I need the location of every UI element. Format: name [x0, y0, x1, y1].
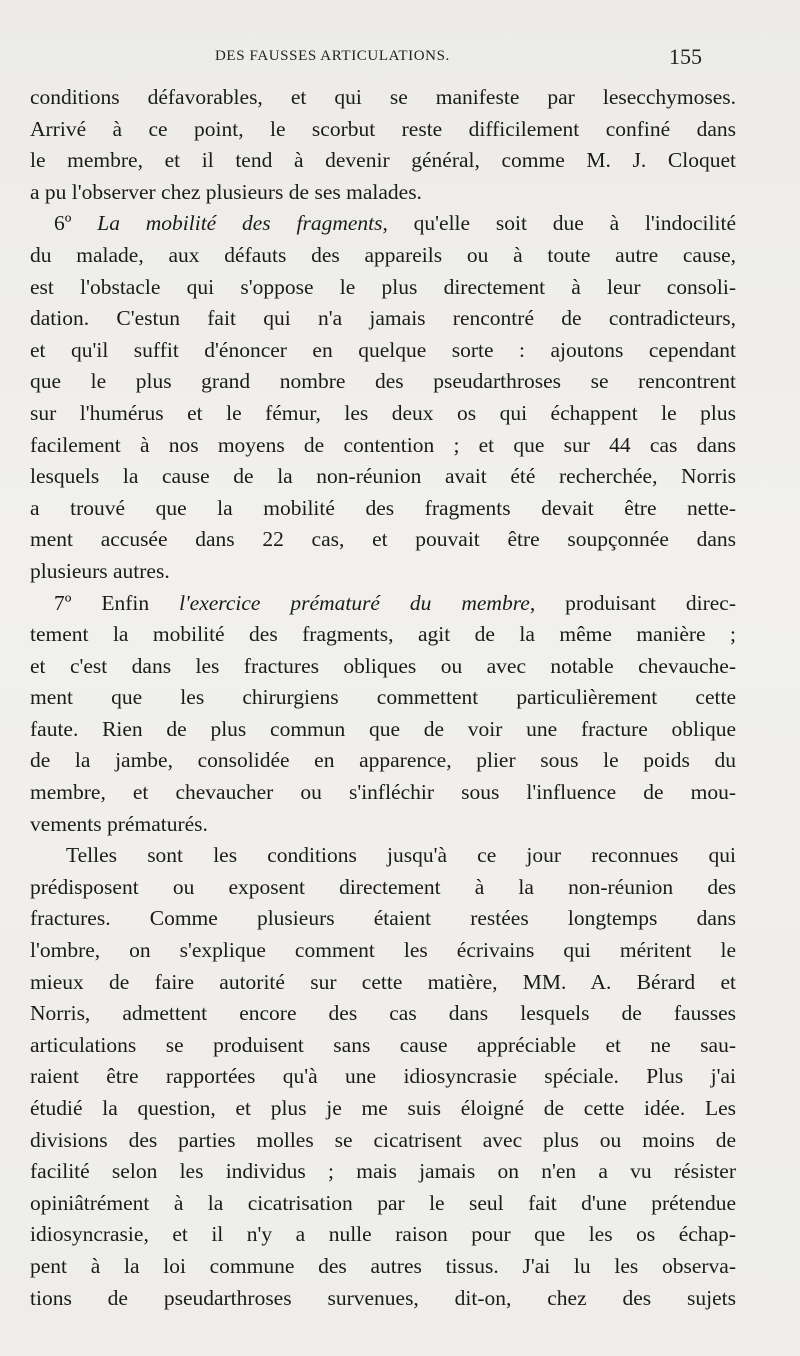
item-text: , qu'elle soit due à l'indocilité — [382, 211, 736, 236]
text-line: tions de pseudarthroses survenues, dit-on, chez des sujets — [30, 1285, 736, 1310]
text-line: lesquels la cause de la non-réunion avait été recherchée, Norris — [30, 464, 736, 489]
text-line: du malade, aux défauts des appareils ou à toute autre cause, — [30, 242, 736, 267]
text-line: idiosyncrasie, et il n'y a nulle raison pour que les os échap- — [30, 1222, 736, 1247]
text-line: et qu'il suffit d'énoncer en quelque sorte : ajoutons cependant — [30, 337, 736, 362]
text-line: Telles sont les conditions jusqu'à ce jour reconnues qui — [66, 843, 736, 868]
running-head: DES FAUSSES ARTICULATIONS. — [215, 48, 450, 64]
text-line: que le plus grand nombre des pseudarthroses se rencontrent — [30, 369, 736, 394]
text-line: ment accusée dans 22 cas, et pouvait être soupçonnée dans — [30, 527, 736, 552]
text-line: membre, et chevaucher ou s'infléchir sous l'influence de mou- — [30, 780, 736, 805]
text-line: pent à la loi commune des autres tissus. J'ai lu les observa- — [30, 1253, 736, 1278]
text-line: ment que les chirurgiens commettent particulièrement cette — [30, 685, 736, 710]
item-number: 7º — [54, 590, 72, 615]
text-line: faute. Rien de plus commun que de voir une fracture oblique — [30, 716, 736, 741]
item-heading: l'exercice prématuré du membre — [179, 590, 530, 615]
text-line: tement la mobilité des fragments, agit de la même manière ; — [30, 622, 736, 647]
text-line: l'ombre, on s'explique comment les écrivains qui méritent le — [30, 938, 736, 963]
body-text — [30, 82, 736, 1314]
text-line: prédisposent ou exposent directement à la non-réunion des — [30, 874, 736, 899]
item-heading: La mobilité des fragments — [97, 211, 383, 236]
text-line: facilement à nos moyens de contention ; et que sur 44 cas dans — [30, 432, 736, 457]
text-line: étudié la question, et plus je me suis éloigné de cette idée. Les — [30, 1096, 736, 1120]
item-prefix: Enfin — [101, 590, 180, 615]
text-line: Arrivé à ce point, le scorbut reste difficilement confiné dans — [30, 116, 736, 141]
text-line: a trouvé que la mobilité des fragments devait être nette- — [30, 495, 736, 520]
text-line: a pu l'observer chez plusieurs de ses malades. — [30, 179, 422, 204]
text-line: articulations se produisent sans cause appréciable et ne sau- — [30, 1032, 736, 1057]
text-line: de la jambe, consolidée en apparence, plier sous le poids du — [30, 748, 736, 773]
page-number: 155 — [669, 44, 702, 69]
page-header — [0, 44, 800, 74]
text-line: raient être rapportées qu'à une idiosyncrasie spéciale. Plus j'ai — [30, 1064, 736, 1089]
text-line: opiniâtrément à la cicatrisation par le seul fait d'une prétendue — [30, 1190, 736, 1215]
text-line: dation. C'estun fait qui n'a jamais rencontré de contradicteurs, — [30, 306, 736, 331]
text-line: divisions des parties molles se cicatrisent avec plus ou moins de — [30, 1127, 736, 1152]
text-line: le membre, et il tend à devenir général, comme M. J. Cloquet — [30, 148, 736, 173]
text-line: vements prématurés. — [30, 811, 208, 836]
text-line: facilité selon les individus ; mais jamais on n'en a vu résister — [30, 1159, 736, 1184]
text-line: Norris, admettent encore des cas dans lesquels de fausses — [30, 1001, 736, 1026]
text-line: est l'obstacle qui s'oppose le plus directement à leur consoli- — [30, 274, 736, 299]
text-line: sur l'humérus et le fémur, les deux os qui échappent le plus — [30, 400, 736, 425]
text-line: conditions défavorables, et qui se manifeste par lesecchymoses. — [30, 85, 736, 109]
text-line: plusieurs autres. — [30, 558, 170, 583]
item-text: , produisant direc- — [529, 590, 736, 615]
text-line-item-7 — [30, 588, 736, 620]
text-line: et c'est dans les fractures obliques ou avec notable chevauche- — [30, 653, 736, 678]
item-number: 6º — [54, 211, 72, 236]
text-line: mieux de faire autorité sur cette matière, MM. A. Bérard et — [30, 969, 736, 994]
text-line: fractures. Comme plusieurs étaient restées longtemps dans — [30, 906, 736, 931]
text-line-item-6 — [30, 208, 736, 240]
